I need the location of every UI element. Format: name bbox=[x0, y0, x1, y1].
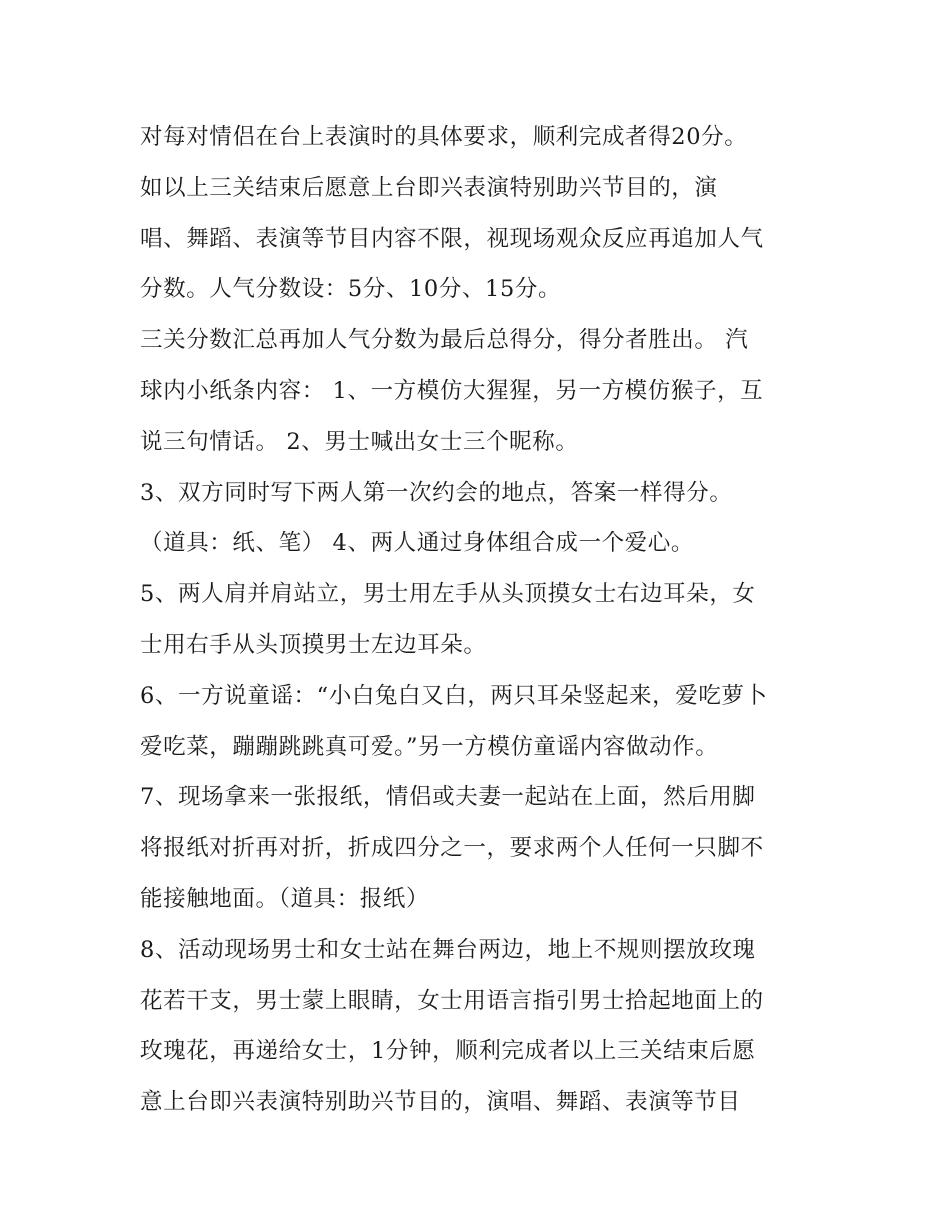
text-line: 唱、舞蹈、表演等节目内容不限，视现场观众反应再追加人气 bbox=[140, 225, 764, 252]
text-line: 球内小纸条内容： 1、一方模仿大猩猩，另一方模仿猴子，互 bbox=[140, 377, 764, 404]
text-line: 说三句情话。 2、男士喊出女士三个昵称。 bbox=[140, 428, 579, 455]
text-line: 玫瑰花，再递给女士，1分钟，顺利完成者以上三关结束后愿 bbox=[140, 1038, 756, 1065]
text-line: 士用右手从头顶摸男士左边耳朵。 bbox=[140, 631, 487, 658]
text-line: 意上台即兴表演特别助兴节目的，演唱、舞蹈、表演等节目 bbox=[140, 1089, 741, 1116]
document-body bbox=[140, 112, 820, 1128]
text-line: 将报纸对折再对折，折成四分之一，要求两个人任何一只脚不 bbox=[140, 835, 764, 862]
text-line: 能接触地面。（道具：报纸） bbox=[140, 885, 430, 912]
text-line: （道具：纸、笔） 4、两人通过身体组合成一个爱心。 bbox=[140, 530, 694, 557]
text-line: 7、现场拿来一张报纸，情侣或夫妻一起站在上面，然后用脚 bbox=[140, 784, 756, 811]
text-line: 6、一方说童谣：“小白兔白又白，两只耳朵竖起来，爱吃萝卜 bbox=[140, 682, 768, 709]
text-line: 花若干支，男士蒙上眼睛，女士用语言指引男士拾起地面上的 bbox=[140, 987, 764, 1014]
text-line: 如以上三关结束后愿意上台即兴表演特别助兴节目的，演 bbox=[140, 174, 718, 201]
text-line: 3、双方同时写下两人第一次约会的地点，答案一样得分。 bbox=[140, 479, 733, 506]
text-line: 三关分数汇总再加人气分数为最后总得分，得分者胜出。 汽 bbox=[140, 327, 749, 354]
text-line: 5、两人肩并肩站立，男士用左手从头顶摸女士右边耳朵，女 bbox=[140, 581, 756, 608]
text-line: 爱吃菜，蹦蹦跳跳真可爱。”另一方模仿童谣内容做动作。 bbox=[140, 733, 719, 760]
text-line: 对每对情侣在台上表演时的具体要求，顺利完成者得20分。 bbox=[140, 124, 748, 150]
text-line: 分数。人气分数设：5分、10分、15分。 bbox=[140, 276, 562, 303]
text-line: 8、活动现场男士和女士站在舞台两边，地上不规则摆放玫瑰 bbox=[140, 936, 756, 963]
